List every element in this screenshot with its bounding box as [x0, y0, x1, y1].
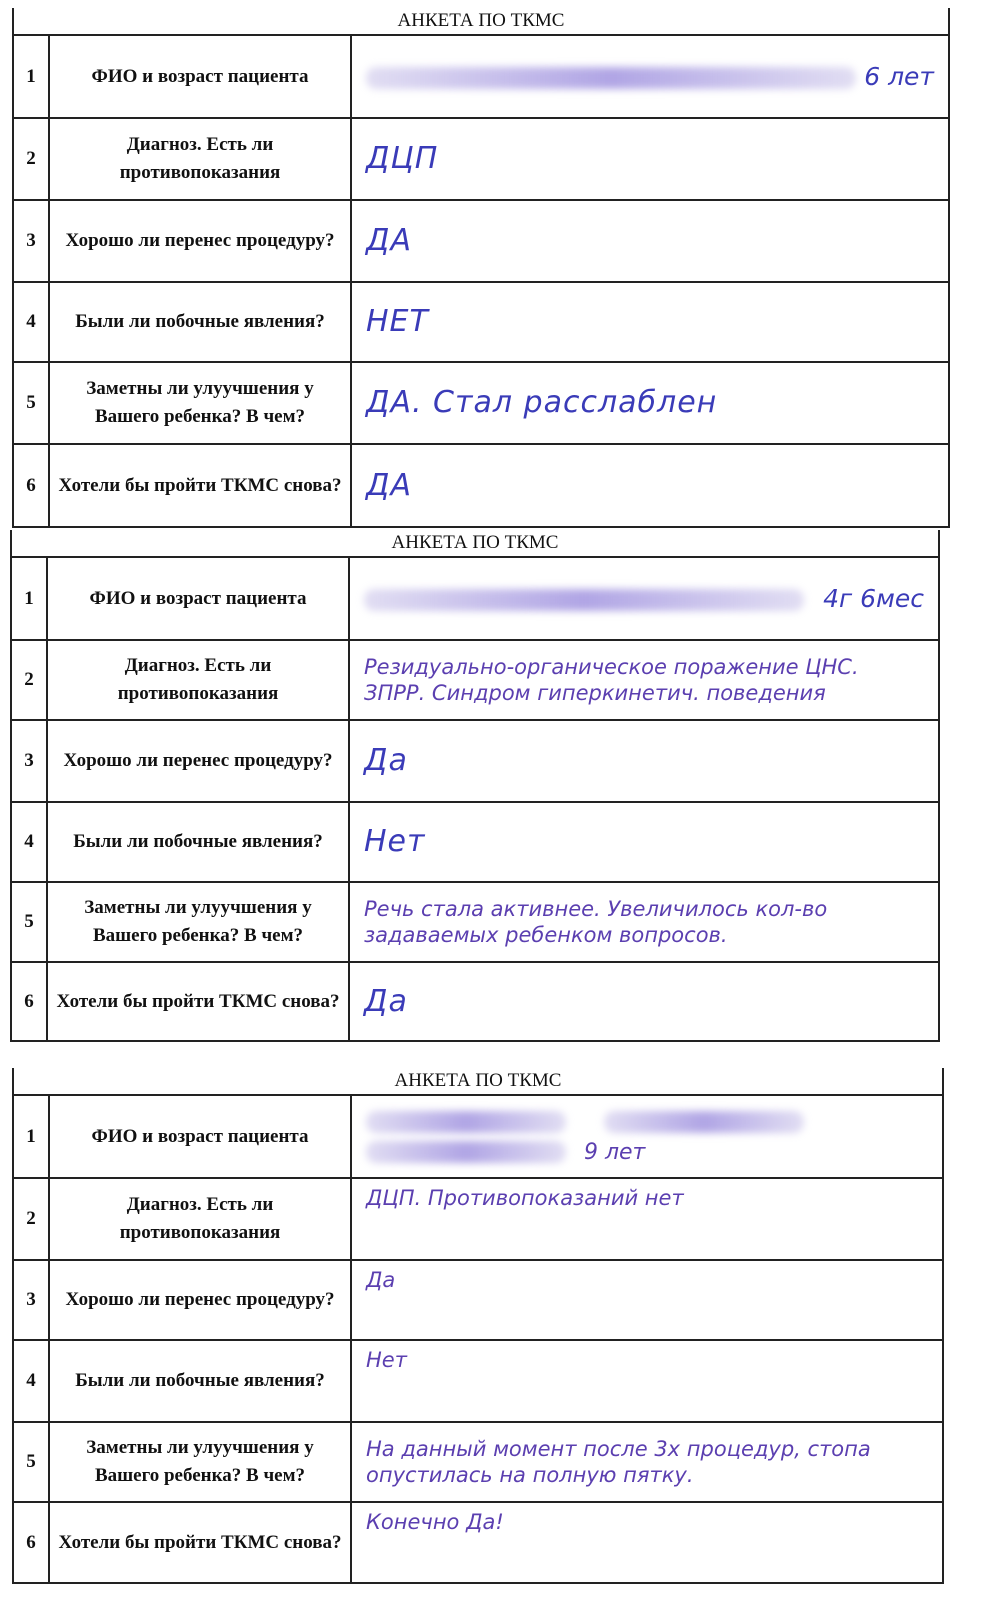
answer-cell: НЕТ: [351, 282, 948, 362]
row-number: 6: [14, 1502, 49, 1582]
answer-cell: [351, 36, 948, 118]
answer-cell: Да: [351, 1260, 942, 1340]
row-number: 6: [12, 962, 47, 1040]
question-cell: Хотели бы пройти ТКМС снова?: [49, 444, 351, 526]
form-table: [14, 36, 948, 526]
question-cell: Заметны ли улуучшения у Вашего ребенка? В чем?: [49, 1422, 351, 1502]
answer-cell: ДА: [351, 444, 948, 526]
table-row: [14, 362, 948, 444]
answer-cell: ДЦП. Противопоказаний нет: [351, 1178, 942, 1260]
row-number: 5: [12, 882, 47, 962]
row-number: 2: [12, 640, 47, 720]
question-cell: Диагноз. Есть ли противопоказания: [49, 1178, 351, 1260]
redacted-name: [604, 1111, 804, 1133]
table-row: [14, 282, 948, 362]
table-row: [14, 1096, 942, 1178]
answer-cell: Да: [349, 962, 938, 1040]
table-row: [12, 802, 938, 882]
questionnaire-form-1: [12, 8, 950, 528]
row-number: 2: [14, 118, 49, 200]
question-cell: Диагноз. Есть ли противопоказания: [49, 118, 351, 200]
questionnaire-form-2: [10, 530, 940, 1042]
answer-cell: Резидуально-органическое поражение ЦНС. ЗПРР. Синдром гиперкинетич. поведения: [349, 640, 938, 720]
row-number: 5: [14, 1422, 49, 1502]
table-row: [14, 118, 948, 200]
row-number: 6: [14, 444, 49, 526]
row-number: 3: [12, 720, 47, 802]
question-cell: ФИО и возраст пациента: [47, 558, 349, 640]
row-number: 4: [14, 1340, 49, 1422]
row-number: 3: [14, 1260, 49, 1340]
table-row: [14, 1260, 942, 1340]
table-row: [12, 962, 938, 1040]
table-row: [14, 1340, 942, 1422]
table-row: [14, 1502, 942, 1582]
answer-cell: [349, 558, 938, 640]
answer-cell: [351, 1096, 942, 1178]
question-cell: Хорошо ли перенес процедуру?: [49, 200, 351, 282]
answer-cell: ДЦП: [351, 118, 948, 200]
table-row: [14, 444, 948, 526]
redacted-name: [366, 1141, 566, 1163]
row-number: 2: [14, 1178, 49, 1260]
table-row: [14, 36, 948, 118]
form-table: [14, 1096, 942, 1582]
answer-cell: Нет: [351, 1340, 942, 1422]
question-cell: Были ли побочные явления?: [49, 1340, 351, 1422]
questionnaire-form-3: [12, 1068, 944, 1584]
question-cell: Были ли побочные явления?: [47, 802, 349, 882]
answer-cell: Да: [349, 720, 938, 802]
question-cell: Заметны ли улуучшения у Вашего ребенка? В чем?: [49, 362, 351, 444]
question-cell: Диагноз. Есть ли противопоказания: [47, 640, 349, 720]
row-number: 3: [14, 200, 49, 282]
table-row: [14, 200, 948, 282]
table-row: [14, 1178, 942, 1260]
answer-cell: Нет: [349, 802, 938, 882]
redacted-name: [364, 589, 804, 611]
form-title: АНКЕТА ПО ТКМС: [14, 1068, 942, 1096]
table-row: [14, 1422, 942, 1502]
table-row: [12, 882, 938, 962]
table-row: [12, 640, 938, 720]
question-cell: Были ли побочные явления?: [49, 282, 351, 362]
table-row: [12, 558, 938, 640]
question-cell: Хотели бы пройти ТКМС снова?: [49, 1502, 351, 1582]
question-cell: Хорошо ли перенес процедуру?: [49, 1260, 351, 1340]
table-row: [12, 720, 938, 802]
answer-cell: Конечно Да!: [351, 1502, 942, 1582]
question-cell: Хотели бы пройти ТКМС снова?: [47, 962, 349, 1040]
row-number: 1: [14, 1096, 49, 1178]
redacted-name: [366, 67, 856, 89]
row-number: 4: [12, 802, 47, 882]
question-cell: ФИО и возраст пациента: [49, 1096, 351, 1178]
patient-age: 6 лет: [864, 61, 934, 91]
question-cell: Заметны ли улуучшения у Вашего ребенка? В чем?: [47, 882, 349, 962]
question-cell: ФИО и возраст пациента: [49, 36, 351, 118]
row-number: 1: [12, 558, 47, 640]
row-number: 5: [14, 362, 49, 444]
row-number: 4: [14, 282, 49, 362]
form-title: АНКЕТА ПО ТКМС: [12, 530, 938, 558]
row-number: 1: [14, 36, 49, 118]
redacted-name: [366, 1111, 566, 1133]
answer-cell: ДА. Стал расслаблен: [351, 362, 948, 444]
form-title: АНКЕТА ПО ТКМС: [14, 8, 948, 36]
answer-cell: На данный момент после 3х процедур, стопа опустилась на полную пятку.: [351, 1422, 942, 1502]
patient-age: 4г 6мес: [823, 583, 924, 613]
form-table: [12, 558, 938, 1040]
question-cell: Хорошо ли перенес процедуру?: [47, 720, 349, 802]
answer-cell: ДА: [351, 200, 948, 282]
patient-age: 9 лет: [583, 1139, 646, 1165]
answer-cell: Речь стала активнее. Увеличилось кол-во задаваемых ребенком вопросов.: [349, 882, 938, 962]
